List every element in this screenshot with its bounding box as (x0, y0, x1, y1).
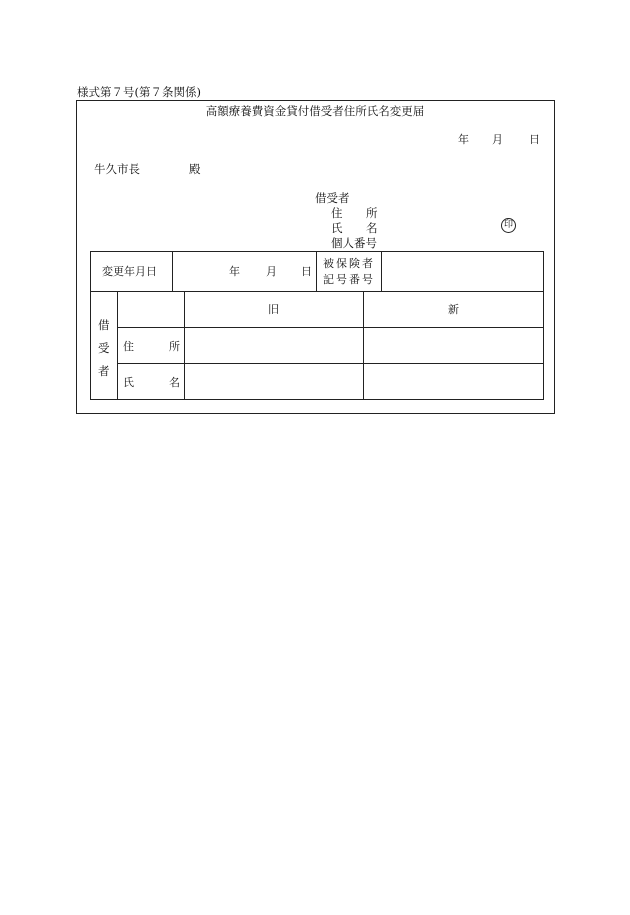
individual-number-label: 個人番号 (331, 236, 377, 250)
form-caption: 様式第７号(第７条関係) (77, 85, 201, 99)
row-group-label-1: 借 (98, 318, 110, 332)
date-year-label: 年 (458, 133, 469, 146)
borrower-address-label-1: 住 (331, 206, 343, 220)
insured-label-line2: 記号番号 (323, 273, 375, 286)
change-date-month: 月 (266, 265, 277, 278)
borrower-name-label-2: 名 (366, 221, 378, 235)
old-address-field[interactable] (185, 328, 362, 362)
seal-mark-icon: 印 (501, 218, 516, 233)
change-date-label: 変更年月日 (102, 265, 157, 278)
row-name-label-1: 氏 (123, 376, 134, 389)
borrower-label: 借受者 (315, 191, 350, 205)
row-group-label-2: 受 (98, 341, 110, 355)
column-old-header: 旧 (268, 303, 279, 316)
row-group-label-3: 者 (98, 364, 110, 378)
divider (172, 251, 173, 292)
column-new-header: 新 (448, 303, 459, 316)
date-day-label: 日 (529, 133, 540, 146)
row-address-label-2: 所 (169, 340, 180, 353)
document-title: 高額療養費資金貸付借受者住所氏名変更届 (205, 104, 425, 118)
row-address-label-1: 住 (123, 340, 134, 353)
change-date-day: 日 (301, 265, 312, 278)
date-month-label: 月 (492, 133, 503, 146)
divider (117, 291, 118, 400)
divider (316, 251, 317, 292)
insured-label-line1: 被保険者 (323, 257, 375, 270)
insured-number-field[interactable] (382, 252, 543, 291)
addressee: 牛久市長 (94, 162, 140, 176)
borrower-address-label-2: 所 (366, 206, 378, 220)
honorific: 殿 (189, 162, 201, 176)
row-name-label-2: 名 (169, 376, 180, 389)
old-name-field[interactable] (185, 364, 362, 399)
change-date-year: 年 (229, 265, 240, 278)
new-name-field[interactable] (364, 364, 543, 399)
new-address-field[interactable] (364, 328, 543, 362)
borrower-name-label-1: 氏 (331, 221, 343, 235)
